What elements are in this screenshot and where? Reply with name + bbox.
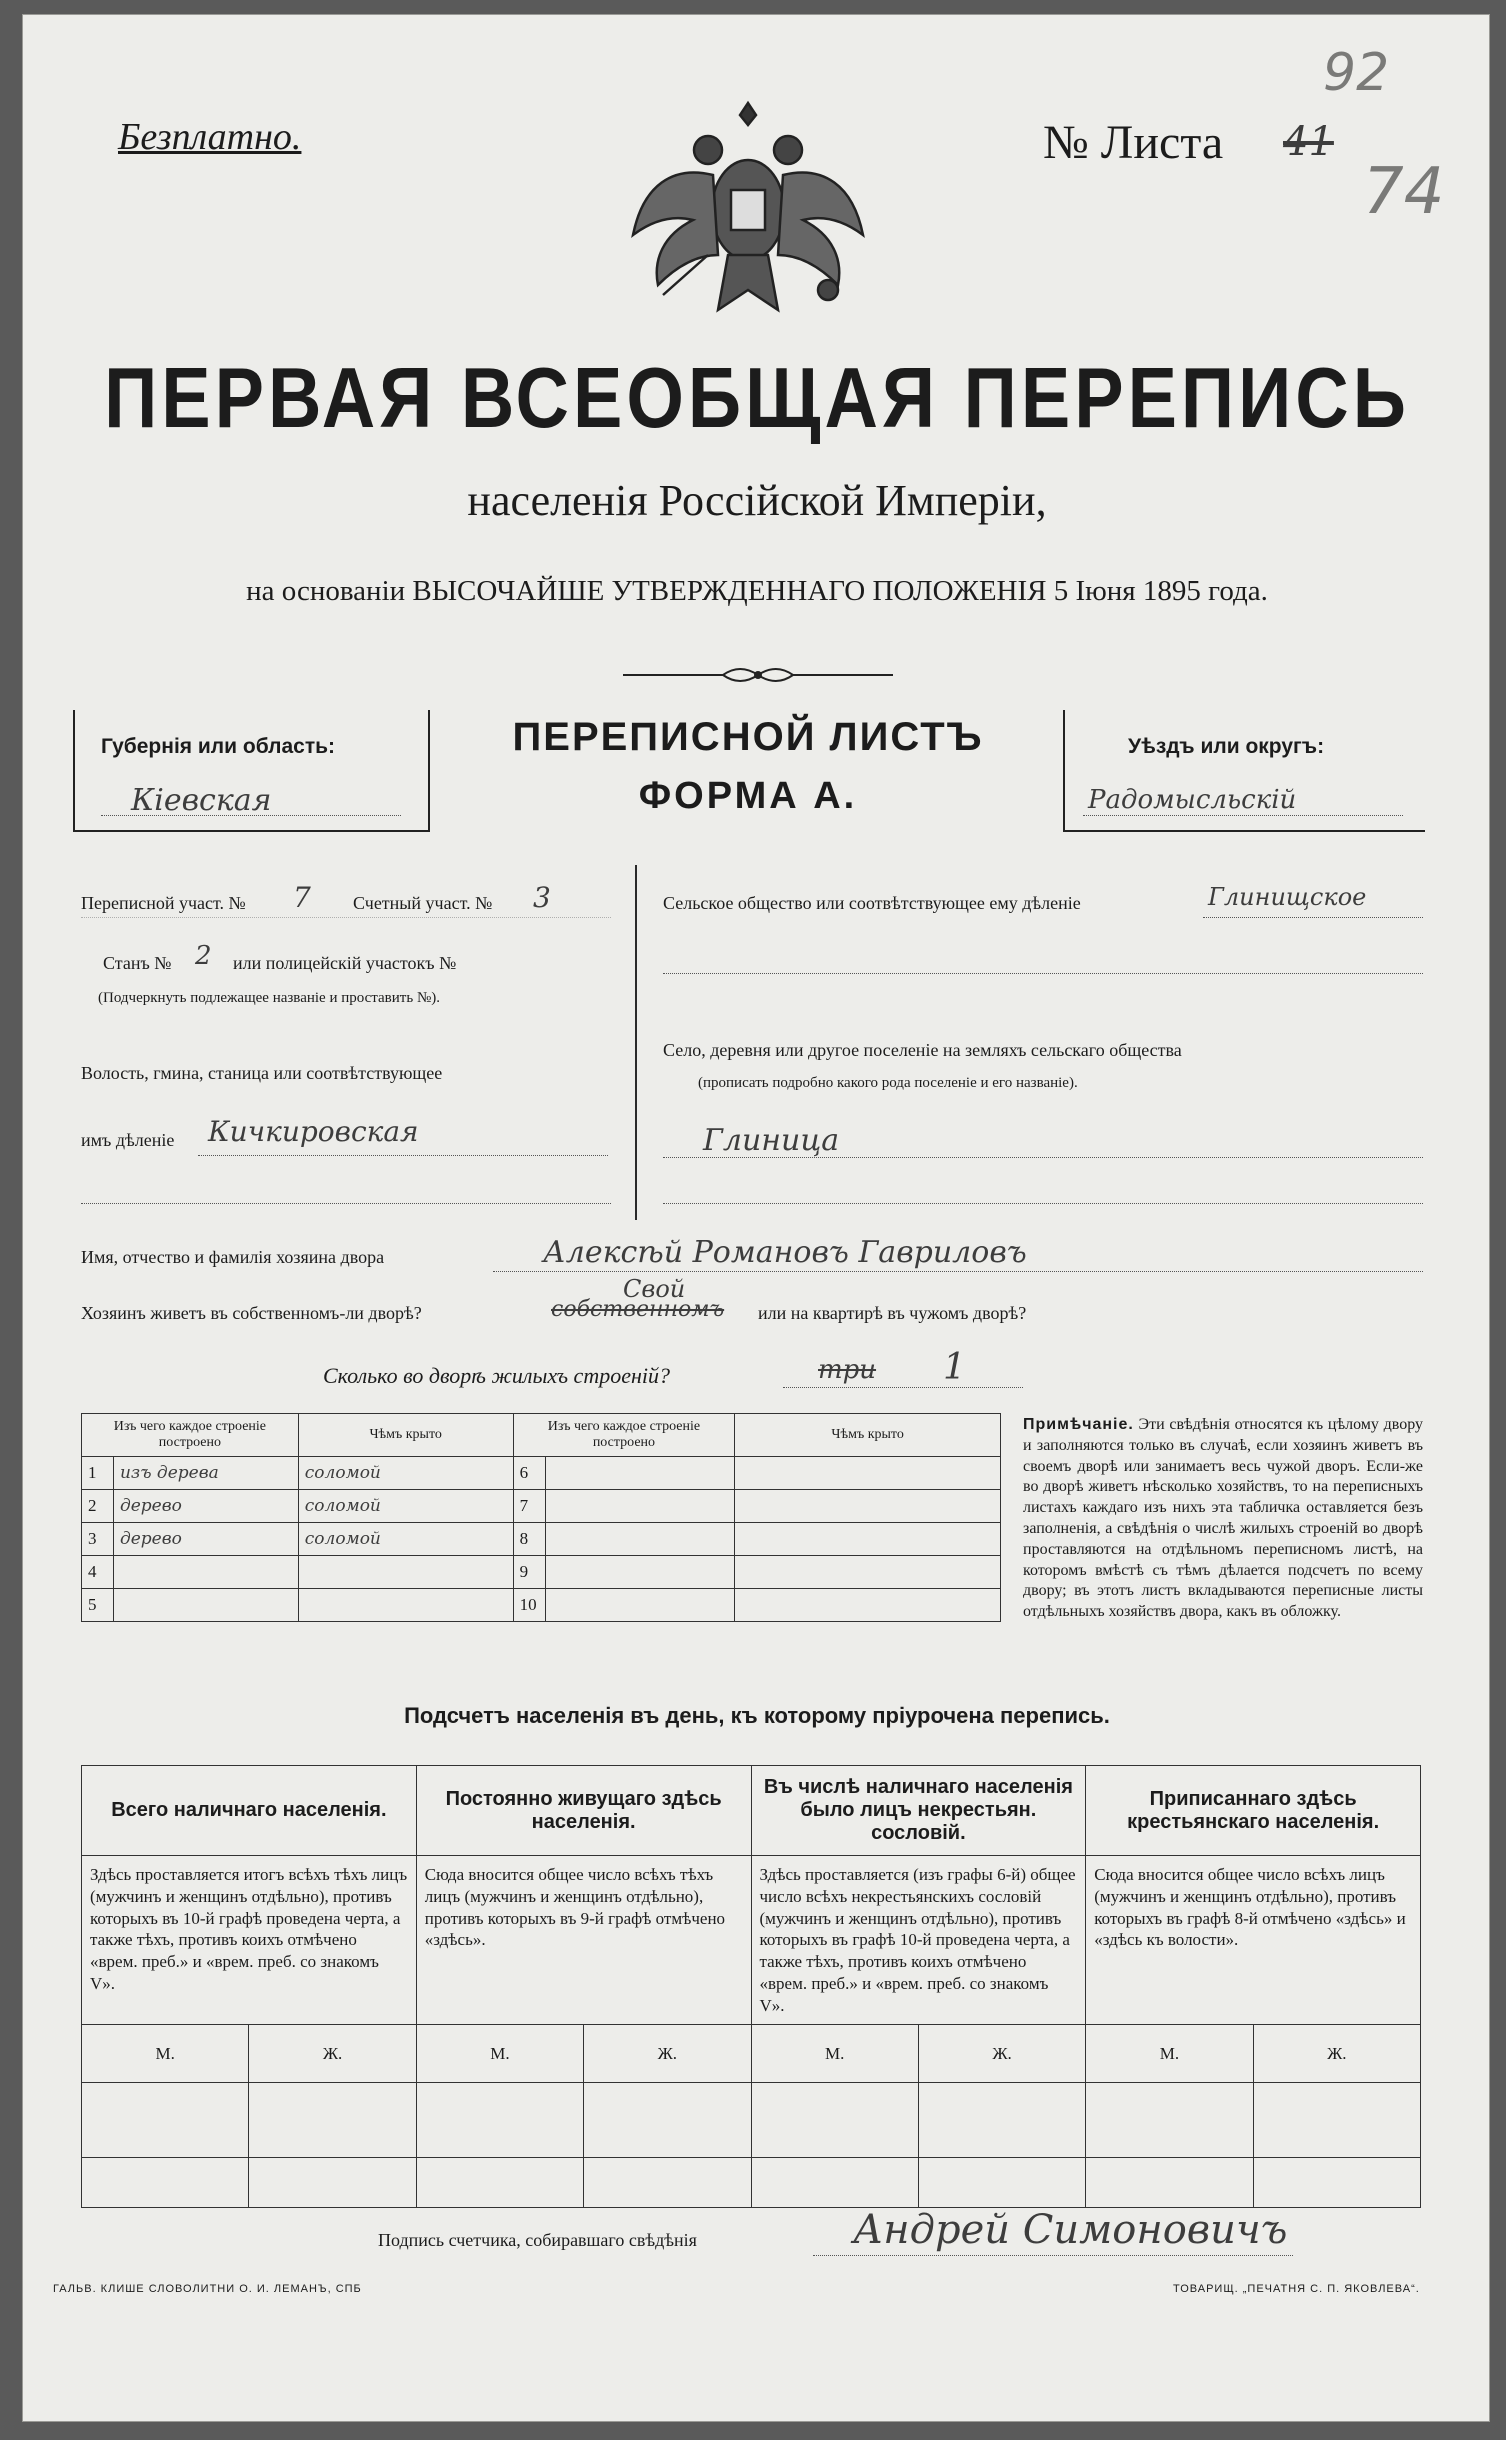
- table-row: 5 10: [82, 1589, 1001, 1622]
- buildings-count-label: Сколько во дворѣ жилыхъ строеній?: [323, 1363, 670, 1388]
- village-value: Глиница: [703, 1123, 840, 1158]
- table-cell-material: дерево: [113, 1523, 298, 1556]
- count-col-f: Ж.: [249, 2025, 416, 2083]
- buildings-count-value: 1: [943, 1347, 966, 1388]
- count-col-m: М.: [82, 2025, 249, 2083]
- uezd-value: Радомысльскій: [1088, 785, 1297, 815]
- police-label: или полицейскій участокъ №: [233, 953, 457, 973]
- owner-lives-crossed: собственномъ: [551, 1297, 725, 1322]
- count-col-m: М.: [751, 2025, 918, 2083]
- col-header-roof: Чѣмъ крыто: [298, 1414, 513, 1457]
- count-title: Подсчетъ населенія въ день, къ которому пріурочена перепись.: [404, 1703, 1110, 1728]
- society-label: Сельское общество или соотвѣтствующее ему дѣленіе: [663, 893, 1081, 913]
- free-label: Безплатно.: [118, 116, 302, 158]
- count-values-row: [82, 2158, 1421, 2208]
- page-subtitle: населенія Россійской Имперіи,: [467, 476, 1047, 525]
- col-header-material: Изъ чего каждое строеніе построено: [82, 1414, 299, 1457]
- volost-label: Волость, гмина, станица или соотвѣтствующее: [81, 1063, 443, 1083]
- col-header-material-right: Изъ чего каждое строеніе построено: [513, 1414, 735, 1457]
- table-row: 4 9: [82, 1556, 1001, 1589]
- footer-printer-right: ТОВАРИЩ. „ПЕЧАТНЯ С. П. ЯКОВЛЕВА“.: [1173, 2283, 1420, 2295]
- page-title: ПЕРВАЯ ВСЕОБЩАЯ ПЕРЕПИСЬ: [104, 349, 1410, 446]
- owner-lives-value: Свой: [623, 1275, 686, 1303]
- count-desc-peasant: Сюда вносится общее число всѣхъ лицъ (мужчинъ и женщинъ отдѣльно), противъ которыхъ въ графѣ 8-й отмѣчено «здѣсь» и «здѣсь къ волости».: [1086, 1856, 1421, 2025]
- sheet-number-label: № Листа: [1043, 116, 1224, 169]
- ornament-divider: [623, 663, 893, 687]
- note-block: [1023, 1415, 1423, 1623]
- owner-name-value: Алексѣй Романовъ Гавриловъ: [543, 1235, 1027, 1270]
- count-section-value: 3: [533, 881, 551, 914]
- table-cell-material: дерево: [113, 1490, 298, 1523]
- owner-name-label: Имя, отчество и фамилія хозяина двора: [81, 1247, 385, 1267]
- stan-value: 2: [195, 941, 212, 971]
- count-desc-permanent: Сюда вносится общее число всѣхъ тѣхъ лицъ (мужчинъ и женщинъ отдѣльно), противъ которыхъ въ 9-й графѣ отмѣчено «здѣсь».: [416, 1856, 751, 2025]
- volost-label-2: имъ дѣленіе: [81, 1130, 175, 1150]
- owner-lives-label-2: или на квартирѣ въ чужомъ дворѣ?: [758, 1303, 1027, 1323]
- village-note: (прописать подробно какого рода поселеніе и его названіе).: [698, 1075, 1078, 1091]
- table-row: 3 дерево соломой 8: [82, 1523, 1001, 1556]
- imperial-eagle-emblem: [623, 95, 873, 335]
- legal-basis: на основаніи ВЫСОЧАЙШЕ УТВЕРЖДЕННАГО ПОЛОЖЕНІЯ 5 Іюня 1895 года.: [246, 575, 1268, 607]
- column-divider: [635, 865, 637, 1220]
- volost-value: Кичкировская: [208, 1115, 419, 1148]
- underline-note: (Подчеркнуть подлежащее названіе и проставить №).: [98, 990, 440, 1006]
- table-cell-material: изъ дерева: [113, 1457, 298, 1490]
- table-cell-roof: соломой: [298, 1490, 513, 1523]
- signature-label: Подпись счетчика, собиравшаго свѣдѣнія: [378, 2230, 697, 2250]
- count-values-row: [82, 2083, 1421, 2158]
- count-col-f: Ж.: [918, 2025, 1085, 2083]
- form-subtitle: ФОРМА А.: [638, 775, 858, 817]
- count-desc-total: Здѣсь проставляется итогъ всѣхъ тѣхъ лицъ (мужчинъ и женщинъ отдѣльно), противъ которыхъ въ 10-й графѣ проведена черта, а также тѣхъ, противъ коихъ отмѣчено «врем. преб.» и «врем. преб. со знакомъ V».: [82, 1856, 417, 2025]
- stan-label: Станъ №: [103, 953, 172, 973]
- count-col-f: Ж.: [584, 2025, 751, 2083]
- society-value: Глинищское: [1208, 883, 1367, 911]
- count-head-peasant: Приписаннаго здѣсь крестьянскаго населенія.: [1086, 1766, 1421, 1856]
- buildings-table: [81, 1413, 1001, 1622]
- table-row: 1 изъ дерева соломой 6: [82, 1457, 1001, 1490]
- count-head-permanent: Постоянно живущаго здѣсь населенія.: [416, 1766, 751, 1856]
- table-cell-roof: соломой: [298, 1457, 513, 1490]
- census-section-label: Переписной участ. №: [81, 893, 246, 913]
- sheet-number-value: 41: [1283, 119, 1334, 165]
- census-sheet: [22, 14, 1490, 2422]
- note-text: Эти свѣдѣнія относятся къ цѣлому двору и заполняются только въ случаѣ, если хозяинъ живетъ въ своемъ дворѣ или занимаетъ весь чужой дворъ. Если-же во дворѣ живетъ нѣсколько хозяйствъ, то на переписныхъ листахъ каждаго изъ нихъ эта табличка оставляется безъ заполненія, а свѣдѣнія о числѣ жилыхъ строеній во дворѣ проставляются на отдѣльномъ переписномъ листѣ, на которомъ вмѣстѣ съ тѣмъ дѣлается подсчетъ по всему двору; въ этотъ листъ вкладываются переписные листы отдѣльныхъ хозяйствъ двора, какъ въ обложку.: [1023, 1416, 1424, 1621]
- gubernia-value: Кіевская: [131, 783, 272, 818]
- count-col-m: М.: [1086, 2025, 1253, 2083]
- form-title: ПЕРЕПИСНОЙ ЛИСТЪ: [512, 715, 984, 759]
- count-head-non-peasant: Въ числѣ наличнаго населенія было лицъ некрестьян. сословій.: [751, 1766, 1086, 1856]
- census-section-value: 7: [293, 881, 311, 914]
- count-col-f: Ж.: [1253, 2025, 1420, 2083]
- pencil-number-side: 74: [1363, 155, 1445, 229]
- owner-lives-label: Хозяинъ живетъ въ собственномъ-ли дворѣ?: [81, 1303, 422, 1323]
- gubernia-label: Губернія или область:: [101, 735, 336, 758]
- count-col-m: М.: [416, 2025, 583, 2083]
- population-count-table: [81, 1765, 1421, 2208]
- count-desc-non-peasant: Здѣсь проставляется (изъ графы 6-й) общее число всѣхъ некрестьянскихъ сословій (мужчинъ и женщинъ отдѣльно), противъ которыхъ въ графѣ 10-й проведена черта, а также тѣхъ, противъ коихъ отмѣчено «врем. преб.» и «врем. преб. со знакомъ V».: [751, 1856, 1086, 2025]
- count-section-label: Счетный участ. №: [353, 893, 493, 913]
- count-head-total: Всего наличнаго населенія.: [82, 1766, 417, 1856]
- note-title: Примѣчаніе.: [1023, 1416, 1134, 1433]
- table-cell-roof: соломой: [298, 1523, 513, 1556]
- buildings-count-crossed: три: [818, 1355, 877, 1385]
- footer-printer-left: ГАЛЬВ. КЛИШЕ СЛОВОЛИТНИ О. И. ЛЕМАНЪ, СПБ: [53, 2283, 362, 2295]
- pencil-number-top: 92: [1323, 43, 1390, 103]
- signature-value: Андрей Симоновичъ: [853, 2207, 1288, 2253]
- uezd-label: Уѣздъ или округъ:: [1128, 735, 1325, 758]
- village-label: Село, деревня или другое поселеніе на земляхъ сельскаго общества: [663, 1040, 1182, 1060]
- table-row: 2 дерево соломой 7: [82, 1490, 1001, 1523]
- col-header-roof-right: Чѣмъ крыто: [735, 1414, 1001, 1457]
